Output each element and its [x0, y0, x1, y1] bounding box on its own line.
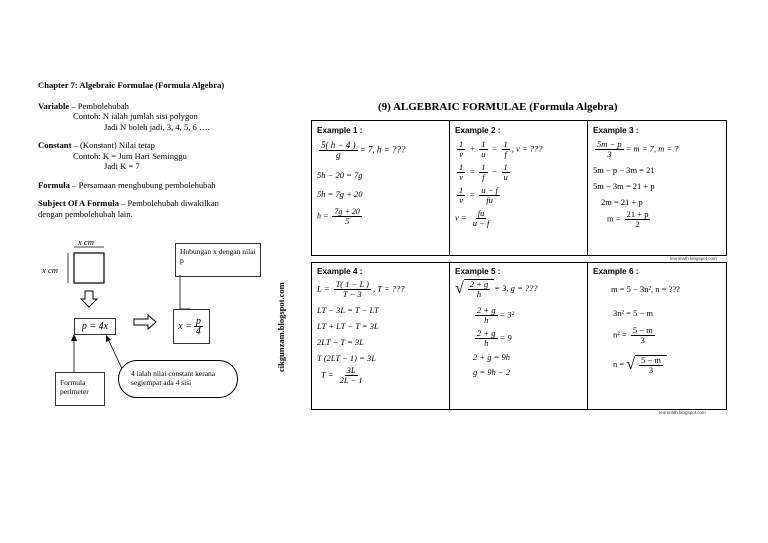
callout-perimeter: Formula perimeter — [55, 372, 105, 406]
example-6-step-3: n = √ $\frac{5 - m}{3}$ — [593, 355, 721, 375]
example-2-step-1: $\frac{1}{v}$ = $\frac{1}{f}$ − $\frac{1}{u}$ — [459, 162, 508, 182]
variable-example-2: Jadi N boleh jadi, 3, 4, 5, 6 …. — [104, 121, 210, 132]
example-3-given: $\frac{5m - p}{3}$ = m = 7, m = ? — [597, 139, 679, 159]
credit-bottom: teorimath.blogspot.com — [659, 410, 706, 415]
example-6-step-2: n² = $\frac{5 - m}{3}$ — [613, 325, 653, 345]
variable-example-1: Contoh: N ialah jumlah sisi polygon — [73, 111, 198, 121]
example-label: Example 2 : — [455, 126, 501, 135]
example-4-given: L = $\frac{T( 1 - L )}{T - 3}$ , T = ??? — [317, 279, 405, 299]
constant-definition: Constant – (Konstant) Nilai tetap — [38, 140, 155, 150]
grid-divider — [449, 120, 450, 256]
grid-divider — [587, 262, 588, 410]
cloud-note: 4 ialah nilai constant kerana segiempat ada 4 sisi — [118, 360, 238, 398]
example-3 — [593, 126, 721, 229]
example-1-step-2: 5h = 7g + 20 — [317, 189, 363, 199]
example-label: Example 1 : — [317, 126, 363, 135]
example-label: Example 4 : — [317, 267, 363, 276]
example-3-step-4: m = $\frac{21 + p}{2}$ — [607, 209, 649, 229]
example-2-given: $\frac{1}{v}$ + $\frac{1}{u}$ = $\frac{1}{f}$ , v = ??? — [459, 139, 543, 159]
x-fraction: $\frac{p}{4}$ — [195, 316, 201, 337]
square-side-label: x cm — [42, 265, 58, 275]
constant-example-1: Contoh: K = Jum Hari Seminggu — [73, 150, 187, 161]
formula-x-box: x = $\frac{p}{4}$ — [173, 309, 210, 344]
example-label: Example 6 : — [593, 267, 639, 276]
example-4-step-3: 2LT − T = 3L — [317, 337, 364, 347]
example-4-step-1: LT − 3L = T − LT — [317, 305, 379, 315]
example-1-step-1: 5h − 20 = 7g — [317, 170, 363, 180]
subject-definition: Subject Of A Formula – Pembolehubah diwakilkan — [38, 198, 219, 208]
grid-divider — [587, 120, 588, 256]
example-5-given: √ $\frac{2 + g}{h}$ = 3, g = ??? — [455, 279, 538, 299]
chapter-title: Chapter 7: Algebraic Formulae (Formula Algebra) — [38, 80, 225, 90]
example-5-step-2: $\frac{2 + g}{h}$ = 9 — [477, 328, 512, 348]
example-4 — [317, 267, 445, 385]
credit-top: teorimath.blogspot.com — [670, 256, 717, 261]
example-6 — [593, 267, 721, 375]
formula-p-box: p = 4x — [74, 318, 116, 335]
example-1 — [317, 126, 445, 226]
callout-relation: Hubungan x dengan nilai p — [175, 243, 261, 277]
grid-divider — [449, 262, 450, 410]
example-5 — [455, 267, 583, 377]
example-6-step-1: 3n² = 5 − m — [613, 308, 653, 318]
example-4-step-5: T = $\frac{3L}{2L - 1}$ — [321, 365, 363, 385]
vertical-watermark: cikgunzam.blogspot.com — [276, 282, 286, 372]
example-2-step-3: v = $\frac{fu}{u - f}$ — [455, 208, 490, 228]
example-5-step-3: 2 + g = 9h — [473, 352, 510, 362]
example-2-step-2: $\frac{1}{v}$ = $\frac{u - f}{fu}$ — [459, 185, 498, 205]
example-5-step-4: g = 9h − 2 — [473, 367, 510, 377]
square-top-label: x cm — [78, 237, 94, 247]
right-page-title: (9) ALGEBRAIC FORMULAE (Formula Algebra) — [378, 101, 618, 113]
example-6-given: m = 5 − 3n², n = ??? — [611, 284, 680, 294]
formula-definition: Formula – Persamaan menghubung pembolehubah — [38, 179, 216, 190]
example-4-step-4: T (2LT − 1) = 3L — [317, 353, 376, 363]
subject-definition-2: dengan pembolehubah lain. — [38, 208, 133, 219]
root-sign: √ $\frac{5 - m}{3}$ — [626, 355, 667, 375]
square-shape — [74, 253, 104, 283]
example-1-given: $\frac{5( h - 4 )}{g}$ = 7, h = ??? — [321, 140, 406, 160]
example-3-step-1: 5m − p − 3m = 21 — [593, 165, 655, 175]
example-5-step-1: $\frac{2 + g}{h}$ = 3² — [477, 305, 515, 325]
example-1-step-3: h = $\frac{7g + 20}{5}$ — [317, 207, 360, 226]
constant-example-2: Jadi K = 7 — [104, 161, 140, 171]
example-3-step-3: 2m = 21 + p — [601, 197, 643, 207]
example-label: Example 5 : — [455, 267, 501, 276]
example-4-step-2: LT + LT − T = 3L — [317, 321, 379, 331]
root-sign: √ $\frac{2 + g}{h}$ — [455, 279, 494, 299]
example-2 — [455, 126, 583, 228]
example-3-step-2: 5m − 3m = 21 + p — [593, 181, 655, 191]
example-label: Example 3 : — [593, 126, 639, 135]
left-page — [38, 80, 283, 219]
variable-definition: Variable – Pembolehubah — [38, 100, 129, 111]
